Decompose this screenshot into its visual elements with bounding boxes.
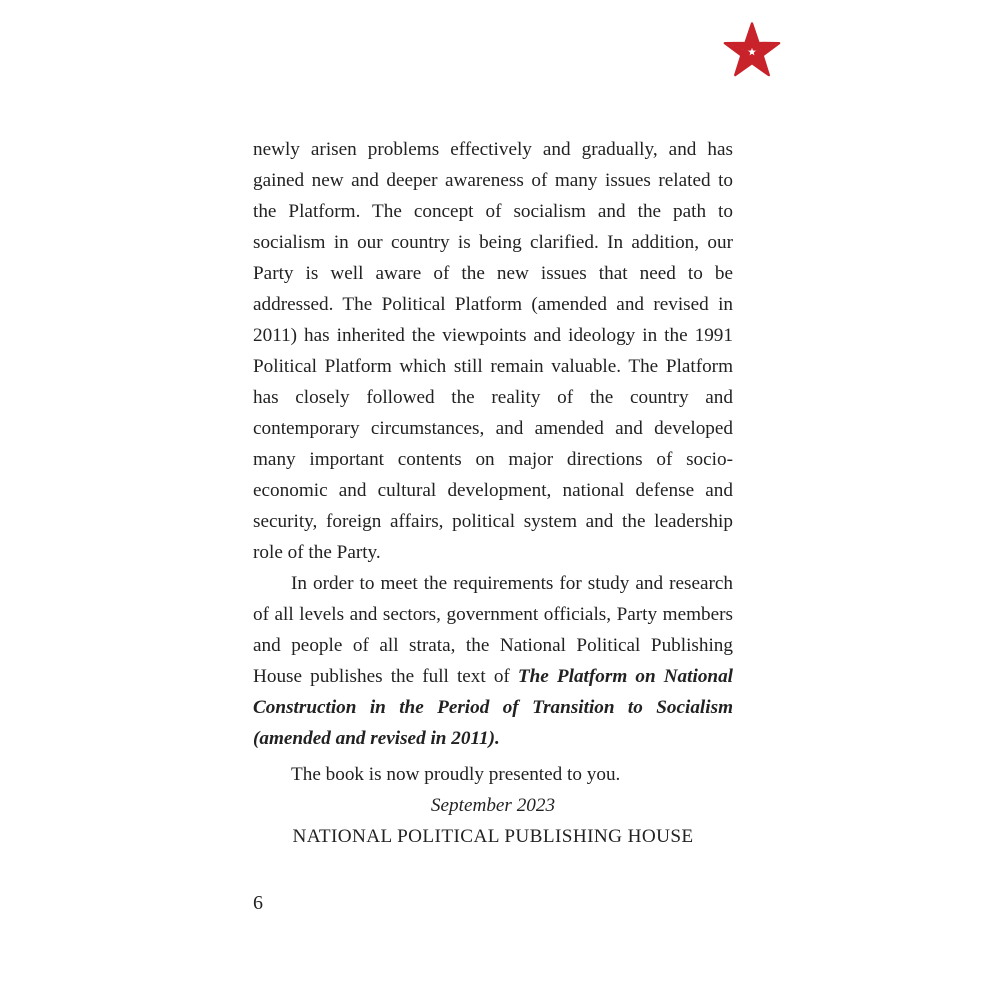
date-line bbox=[253, 790, 733, 821]
publisher-star-emblem-icon bbox=[721, 21, 783, 83]
paragraph-continuation-text: newly arisen problems effectively and gradually, and has gained new and deeper awareness of many issues related to the Platform. The concept of socialism and the path to socialism in our country is being clarified. In addition, our Party is well aware of the new issues that need to be addressed. The Political Platform (amended and revised in 2011) has inherited the viewpoints and ideology in the 1991 Political Platform which still remain valuable. The Platform has closely followed the reality of the country and contemporary circumstances, and amended and developed many important contents on major directions of socio-economic and cultural development, national defense and security, foreign affairs, political system and the leadership role of the Party. bbox=[253, 139, 733, 563]
paragraph-continuation bbox=[253, 134, 733, 568]
publisher-name-text: NATIONAL POLITICAL PUBLISHING HOUSE bbox=[292, 826, 694, 847]
book-title-text: The Platform on National Construction in the Period of Transition to Socialism (amended and revised in 2011). bbox=[253, 666, 734, 749]
publisher-line bbox=[253, 821, 733, 852]
paragraph-publication bbox=[253, 568, 733, 754]
paragraph-presented bbox=[253, 759, 733, 790]
paragraph-presented-text: The book is now proudly presented to you. bbox=[291, 764, 621, 785]
text-column bbox=[253, 134, 733, 852]
page-number: 6 bbox=[253, 892, 263, 914]
date-text: September 2023 bbox=[430, 795, 556, 816]
paragraph-publication-text: In order to meet the requirements for study and research of all levels and sectors, government officials, Party members and people of all strata, the National Political Publishing House publishes the full text of bbox=[253, 573, 733, 687]
